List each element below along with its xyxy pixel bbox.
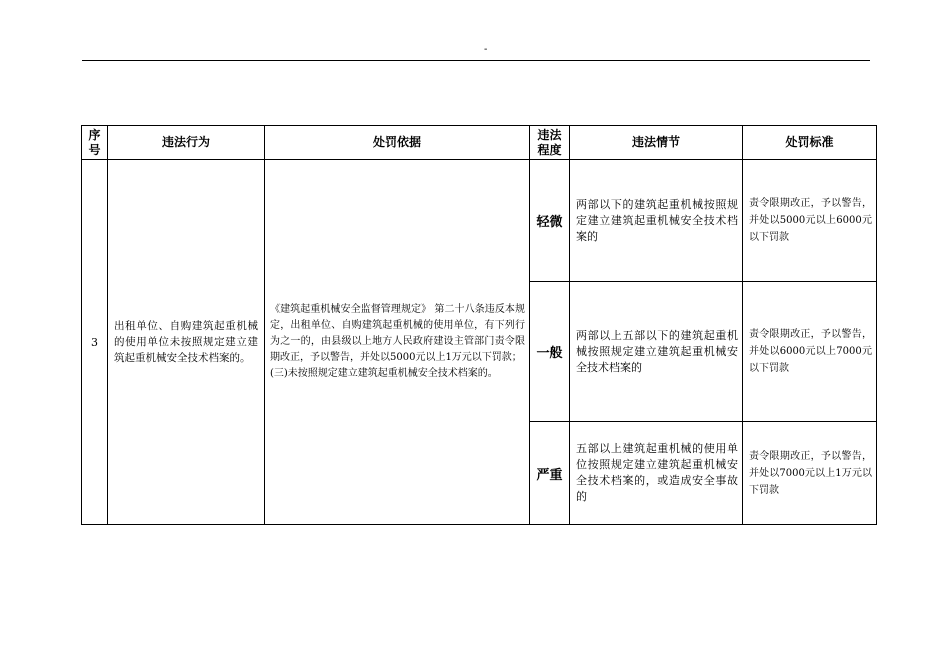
penalty-table <box>81 125 877 525</box>
standard-light: 责令限期改正，予以警告，并处以5000元以上6000元以下罚款 <box>743 160 877 282</box>
header-rule <box>82 60 870 61</box>
row-basis <box>265 160 530 525</box>
table-row <box>82 160 877 282</box>
standard-general: 责令限期改正，予以警告，并处以6000元以上7000元以下罚款 <box>743 282 877 422</box>
header-standard: 处罚标准 <box>743 126 877 160</box>
basis-article: 《建筑起重机械安全监督管理规定》 第二十八条违反本规定，出租单位、自购建筑起重机械的使用单位，有下列行为之一的，由县级以上地方人民政府建设主管部门责令限期改正，予以警告，并处以5000元以上1万元以下罚款； <box>270 304 525 363</box>
header-seq: 序号 <box>82 126 108 160</box>
level-severe: 严重 <box>530 422 570 525</box>
circumstance-light: 两部以下的建筑起重机械按照规定建立建筑起重机械安全技术档案的 <box>570 160 743 282</box>
header-behavior: 违法行为 <box>108 126 265 160</box>
table-header-row <box>82 126 877 160</box>
basis-clause: (三)未按照规定建立建筑起重机械安全技术档案的。 <box>270 368 498 379</box>
header-level: 违法程度 <box>530 126 570 160</box>
circumstance-general: 两部以上五部以下的建筑起重机械按照规定建立建筑起重机械安全技术档案的 <box>570 282 743 422</box>
header-circumstance: 违法情节 <box>570 126 743 160</box>
circumstance-severe: 五部以上建筑起重机械的使用单位按照规定建立建筑起重机械安全技术档案的，或造成安全事故的 <box>570 422 743 525</box>
row-seq: 3 <box>82 160 108 525</box>
level-general: 一般 <box>530 282 570 422</box>
row-behavior: 出租单位、自购建筑起重机械的使用单位未按照规定建立建筑起重机械安全技术档案的。 <box>108 160 265 525</box>
header-basis: 处罚依据 <box>265 126 530 160</box>
header-mark: - <box>484 44 488 55</box>
level-light: 轻微 <box>530 160 570 282</box>
standard-severe: 责令限期改正，予以警告，并处以7000元以上1万元以下罚款 <box>743 422 877 525</box>
